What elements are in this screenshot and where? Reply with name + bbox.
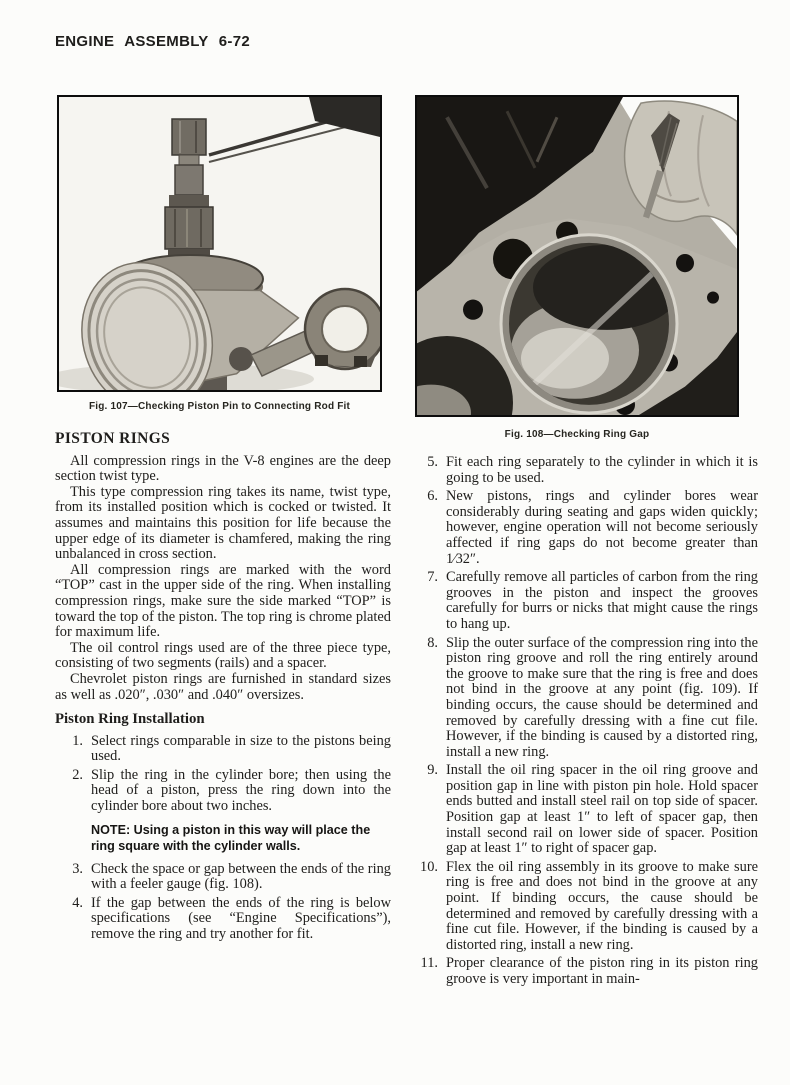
list-item — [410, 636, 758, 761]
body-paragraph: Chevrolet piston rings are furnished in standard sizes as well as .020″, .030″ and .040″ oversizes. — [55, 670, 391, 703]
section-heading: PISTON RINGS — [55, 430, 171, 447]
left-column — [55, 431, 391, 946]
body-paragraph: All compression rings are marked with the word “TOP” cast in the upper side of the ring. When installing compression rings, make sure the side marked “TOP” is toward the top of the piston. The top ring is chrome plated for maximum life. — [55, 561, 391, 641]
list-item — [410, 860, 758, 954]
list-item-number: 3. — [72, 860, 83, 877]
list-item — [410, 570, 758, 632]
list-item — [410, 455, 758, 486]
right-column — [410, 455, 758, 991]
body-paragraph: All compression rings in the V-8 engines are the deep section twist type. — [55, 452, 391, 485]
list-item-number: 8. — [427, 634, 438, 651]
figure-108 — [415, 95, 739, 417]
list-item-text: Proper clearance of the piston ring in its piston ring groove is very important in main- — [446, 955, 758, 987]
list-item-number: 2. — [72, 766, 83, 783]
list-item-number: 10. — [420, 858, 438, 875]
list-item-number: 5. — [427, 454, 438, 470]
list-item-text: Install the oil ring spacer in the oil ring groove and position gap in line with piston pin hole. Hold spacer ends butted and install steel rail on top side of spacer. Position gap at least 1″ to left of spacer gap, then install second rail on lower side of spacer. Position gap at least 1″ to right of spacer gap. — [446, 762, 758, 857]
list-item-text: Check the space or gap between the ends of the ring with a feeler gauge (fig. 108). — [91, 860, 391, 893]
body-paragraph: The oil control rings used are of the three piece type, consisting of two segments (rails) and a spacer. — [55, 639, 391, 672]
list-item — [55, 896, 391, 943]
list-item-number: 7. — [427, 569, 438, 586]
ring-gap-check-photo — [417, 97, 737, 415]
note-callout: NOTE: Using a piston in this way will place the ring square with the cylinder walls. — [91, 822, 371, 854]
subsection-heading: Piston Ring Installation — [55, 711, 205, 728]
list-item-number: 1. — [72, 732, 83, 749]
list-item-text: New pistons, rings and cylinder bores wear considerably during seating and gaps widen quickly; however, engine operation will not become seriously affected if ring gaps do not become greater than 1⁄32″. — [446, 488, 758, 567]
figure-107 — [57, 95, 382, 392]
list-item — [410, 489, 758, 567]
list-item — [55, 768, 391, 815]
list-item — [410, 763, 758, 857]
piston-pin-press-photo — [59, 97, 380, 390]
list-item-number: 11. — [420, 955, 438, 972]
list-item-text: Carefully remove all particles of carbon from the ring grooves in the piston and inspect the grooves carefully for burrs or nicks that might cause the rings to hang up. — [446, 569, 758, 632]
list-item-text: Fit each ring separately to the cylinder in which it is going to be used. — [446, 454, 758, 486]
list-item — [55, 734, 391, 765]
list-item-number: 6. — [427, 488, 438, 505]
list-item-number: 9. — [427, 762, 438, 779]
figure-108-caption: Fig. 108—Checking Ring Gap — [504, 429, 650, 440]
list-item-number: 4. — [72, 894, 83, 911]
body-paragraph: This type compression ring takes its name, twist type, from its installed position which is cocked or twisted. It assumes and maintains this position for life because the upper edge of its diameter is chamfered, making the ring unbalanced in cross section. — [55, 483, 391, 563]
list-item-text: Slip the outer surface of the compression ring into the piston ring groove and roll the ring entirely around the groove to make sure that the ring is free and does not bind in the groove at any point (fig. 109). If binding occurs, the cause should be determined and removed by carefully dressing with a fine cut file. However, if the binding is caused by a distorted ring, install a new ring. — [446, 634, 758, 760]
list-item-text: If the gap between the ends of the ring is below specifications (see “Engine Specifications”), remove the ring and try another for fit. — [91, 894, 391, 943]
list-item — [55, 862, 391, 893]
list-item-text: Slip the ring in the cylinder bore; then using the head of a piston, press the ring down into the cylinder bore about two inches. — [91, 766, 391, 815]
page-header: ENGINE ASSEMBLY 6-72 — [55, 33, 251, 50]
figure-107-caption: Fig. 107—Checking Piston Pin to Connecting Rod Fit — [88, 401, 351, 412]
list-item-text: Flex the oil ring assembly in its groove to make sure ring is free and does not bind in the groove at any point. If binding occurs, the cause should be determined and removed by carefully dressing with a fine cut file. However, if the binding is caused by a distorted ring, install a new ring. — [446, 858, 758, 953]
list-item — [410, 956, 758, 987]
list-item-text: Select rings comparable in size to the pistons being used. — [91, 732, 391, 765]
